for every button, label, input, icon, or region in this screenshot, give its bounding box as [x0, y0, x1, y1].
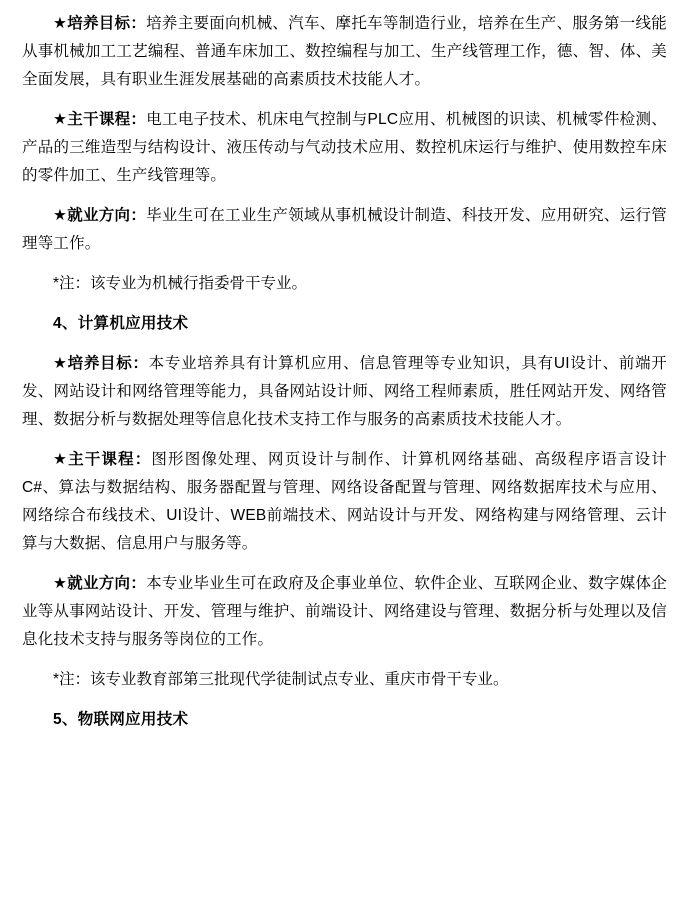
star-bullet-icon: ★ [53, 207, 68, 224]
paragraph-body: 电工电子技术、机床电气控制与PLC应用、机械图的识读、机械零件检测、产品的三维造型与结构设计、液压传动与气动技术应用、数控机床运行与维护、使用数控车床的零件加工、生产线管理等。 [22, 111, 667, 184]
paragraph-lead-label: 培养目标： [67, 15, 147, 32]
star-bullet-icon: ★ [53, 355, 68, 372]
note-mechanical: *注：该专业为机械行指委骨干专业。 [53, 275, 308, 292]
paragraph-body: 图形图像处理、网页设计与制作、计算机网络基础、高级程序语言设计C#、算法与数据结构、服务器配置与管理、网络设备配置与管理、网络数据库技术与应用、网络综合布线技术、UI设计、WEB前端技术、网站设计与开发、网络构建与网络管理、云计算与大数据、信息用户与服务等。 [22, 451, 667, 552]
star-bullet-icon: ★ [53, 451, 69, 468]
paragraph-training-objective-computer [22, 350, 667, 434]
paragraph-body: 本专业培养具有计算机应用、信息管理等专业知识，具有UI设计、前端开发、网站设计和网络管理等能力，具备网站设计师、网络工程师素质，胜任网站开发、网络管理、数据分析与数据处理等信息化技术支持工作与服务的高素质技术技能人才。 [22, 355, 667, 428]
paragraph-employment-direction-mechanical [22, 202, 667, 258]
paragraph-lead-label: 培养目标： [67, 355, 149, 372]
star-bullet-icon: ★ [53, 15, 68, 32]
paragraph-lead-label: 主干课程： [67, 111, 147, 128]
paragraph-training-objective-mechanical [22, 10, 667, 94]
paragraph-body: 毕业生可在工业生产领域从事机械设计制造、科技开发、应用研究、运行管理等工作。 [22, 207, 667, 252]
paragraph-employment-direction-computer [22, 570, 667, 654]
paragraph-body: 培养主要面向机械、汽车、摩托车等制造行业，培养在生产、服务第一线能从事机械加工工艺编程、普通车床加工、数控编程与加工、生产线管理工作，德、智、体、美全面发展，具有职业生涯发展基础的高素质技术技能人才。 [22, 15, 667, 88]
section-heading-iot-application: 5、物联网应用技术 [53, 711, 189, 728]
paragraph-lead-label: 就业方向： [67, 575, 147, 592]
paragraph-body: 本专业毕业生可在政府及企事业单位、软件企业、互联网企业、数字媒体企业等从事网站设计、开发、管理与维护、前端设计、网络建设与管理、数据分析与处理以及信息化技术支持与服务等岗位的工作。 [22, 575, 667, 648]
paragraph-core-courses-computer [22, 446, 667, 558]
star-bullet-icon: ★ [53, 575, 68, 592]
note-computer: *注：该专业教育部第三批现代学徒制试点专业、重庆市骨干专业。 [53, 671, 509, 688]
star-bullet-icon: ★ [53, 111, 68, 128]
section-heading-computer-application: 4、计算机应用技术 [53, 315, 189, 332]
paragraph-lead-label: 就业方向： [67, 207, 147, 224]
paragraph-lead-label: 主干课程： [68, 451, 152, 468]
paragraph-core-courses-mechanical [22, 106, 667, 190]
